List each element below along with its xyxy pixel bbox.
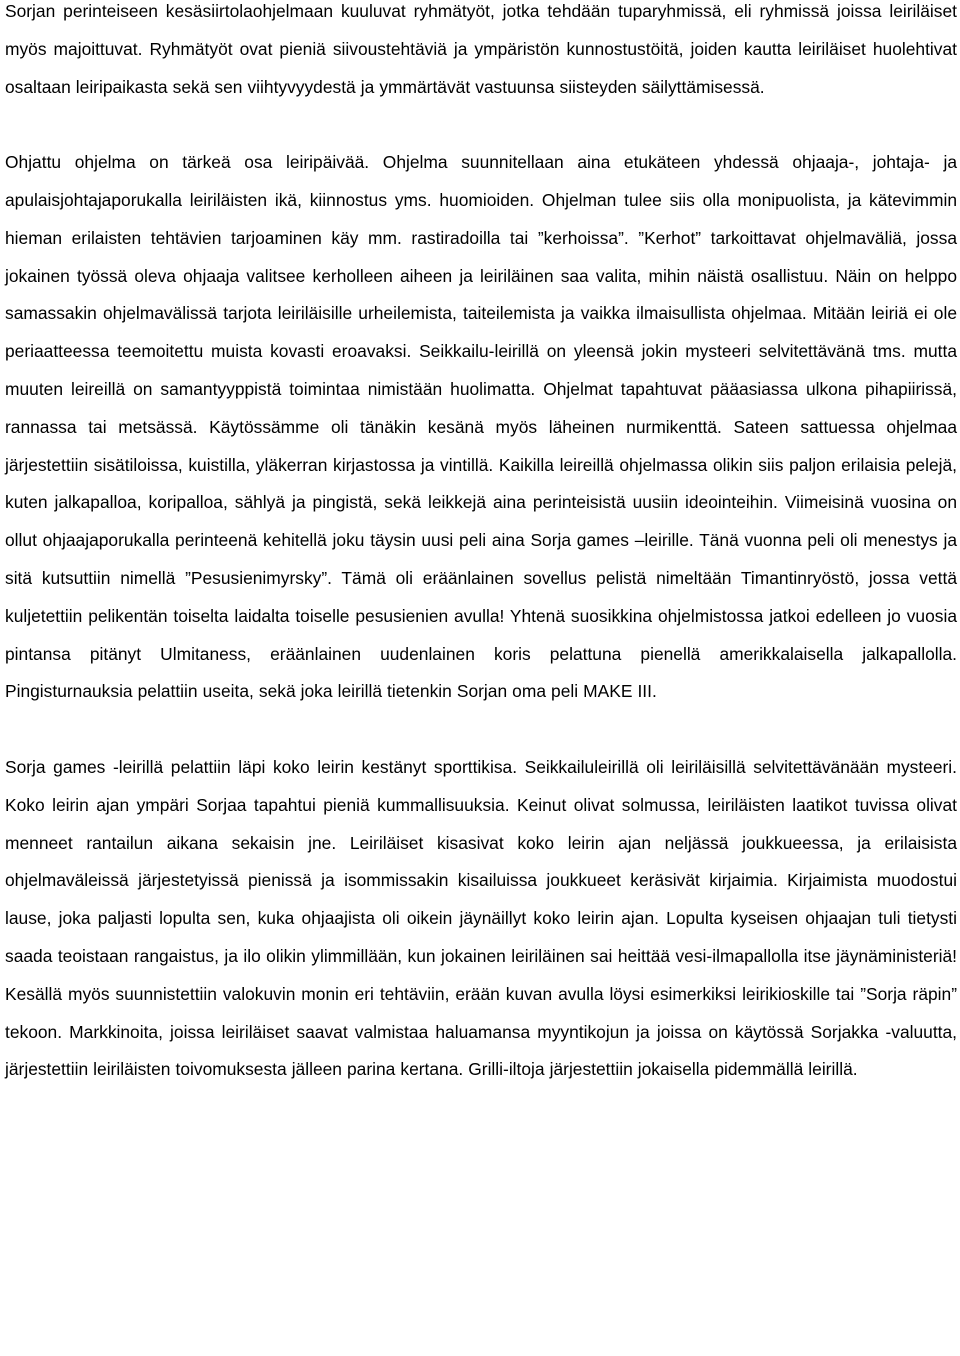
paragraph-ohjattu-ohjelma: Ohjattu ohjelma on tärkeä osa leiripäivää. Ohjelma suunnitellaan aina etukäteen yhdessä ohjaaja-, johtaja- ja apulaisjohtajaporukalla leiriläisten ikä, kiinnostus yms. huomioiden. Ohjelman tulee siis olla monipuolista, ja kätevimmin hieman erilaisten tehtävien tarjoaminen käy mm. rastiradoilla tai ”kerhoissa”. ”Kerhot” tarkoittavat ohjelmaväliä, jossa jokainen työssä oleva ohjaaja valitsee kerholleen aiheen ja leiriläinen saa valita, mihin näistä osallistuu. Näin on helppo samassakin ohjelmavälissä tarjota leiriläisille urheilemista, taiteilemista ja vaikka ilmaisullista ohjelmaa. Mitään leiriä ei ole periaatteessa teemoitettu muista kovasti eroavaksi. Seikkailu-leirillä on yleensä jokin mysteeri selvitettävänä tms. mutta muuten leireillä on samantyyppistä toimintaa nimistään huolimatta. Ohjelmat tapahtuvat pääasiassa ulkona pihapiirissä, rannassa tai metsässä. Käytössämme oli tänäkin kesänä myös läheinen nurmikenttä. Sateen sattuessa ohjelmaa järjestettiin sisätiloissa, kuistilla, yläkerran kirjastossa ja vintillä. Kaikilla leireillä ohjelmassa olikin siis paljon erilaisia pelejä, kuten jalkapalloa, koripalloa, sählyä ja pingistä, sekä leikkejä aina perinteisistä uusiin ideointeihin. Viimeisinä vuosina on ollut ohjaajaporukalla perinteenä kehitellä joku täysin uusi peli aina Sorja games –leirille. Tänä vuonna peli oli menestys ja sitä kutsuttiin nimellä ”Pesusienimyrsky”. Tämä oli eräänlainen sovellus pelistä nimeltään Timantinryöstö, jossa vettä kuljetettiin pelikentän toiselta laidalta toiselle pesusienien avulla! Yhtenä suosikkina ohjelmistossa jatkoi edelleen jo vuosia pintansa pitänyt Ulmitaness, eräänlainen uudenlainen koris pelattuna pienellä amerikkalaisella jalkapallolla. Pingisturnauksia pelattiin useita, sekä joka leirillä tietenkin Sorjan oma peli MAKE III. [5,152,957,702]
paragraph-ryhmatyot: Sorjan perinteiseen kesäsiirtolaohjelmaan kuuluvat ryhmätyöt, jotka tehdään tuparyhmissä, eli ryhmissä joissa leiriläiset myös majoittuvat. Ryhmätyöt ovat pieniä siivoustehtäviä ja ympäristön kunnostustöitä, joiden kautta leiriläiset huolehtivat osaltaan leiripaikasta sekä sen viihtyvyydestä ja ymmärtävät vastuunsa siisteyden säilyttämisessä. [5,1,957,97]
document-page [5,0,957,1089]
paragraph-sorja-games: Sorja games -leirillä pelattiin läpi koko leirin kestänyt sporttikisa. Seikkailuleirillä oli leiriläisillä selvitettävänään mysteeri. Koko leirin ajan ympäri Sorjaa tapahtui pieniä kummallisuuksia. Keinut olivat solmussa, leiriläisten laatikot tuvissa olivat menneet rantailun aikana sekaisin jne. Leiriläiset kisasivat koko leirin ajan neljässä joukkueessa, ja erilaisista ohjelmaväleissä järjestetyissä pienissä ja isommissakin kisailuissa joukkueet keräsivät kirjaimia. Kirjaimista muodostui lause, joka paljasti lopulta sen, kuka ohjaajista oli oikein jäynäillyt koko leirin ajan. Lopulta kyseisen ohjaajan tuli tietysti saada teoistaan rangaistus, ja ilo olikin ylimmillään, kun jokainen leiriläinen sai heittää vesi-ilmapallolla itse jäynäministeriä! Kesällä myös suunnistettiin valokuvin monin eri tehtäviin, erään kuvan avulla löysi esimerkiksi leirikioskille tai ”Sorja räpin” tekoon. Markkinoita, joissa leiriläiset saavat valmistaa haluamansa myyntikojun ja joissa on käytössä Sorjakka -valuutta, järjestettiin leiriläisten toivomuksesta jälleen parina kertana. Grilli-iltoja järjestettiin jokaisella pidemmällä leirillä. [5,756,957,1080]
